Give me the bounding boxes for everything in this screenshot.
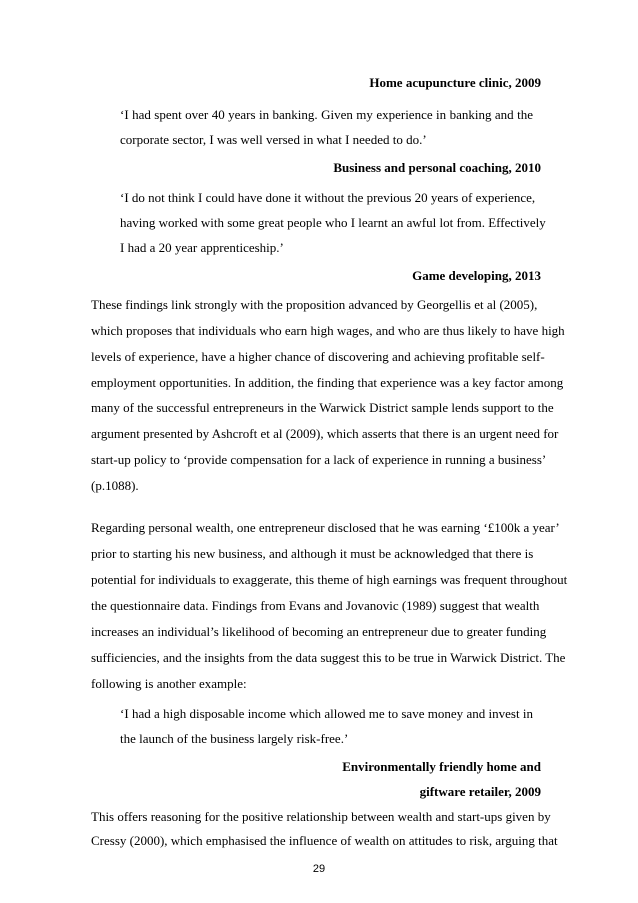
- body-line: the questionnaire data. Findings from Evans and Jovanovic (1989) suggest that wealth: [91, 598, 540, 613]
- body-line: sufficiencies, and the insights from the data suggest this to be true in Warwick District. The: [91, 650, 566, 665]
- quote-line: corporate sector, I was well versed in what I needed to do.’: [120, 132, 427, 147]
- quote-line: I had a 20 year apprenticeship.’: [120, 240, 284, 255]
- page-number: 29: [312, 863, 326, 875]
- body-line: employment opportunities. In addition, the finding that experience was a key factor among: [91, 375, 564, 390]
- quote-attribution: Game developing, 2013: [412, 268, 541, 283]
- quote-line: the launch of the business largely risk-free.’: [120, 731, 349, 746]
- quote-attribution: giftware retailer, 2009: [419, 784, 541, 799]
- body-line: Regarding personal wealth, one entrepreneur disclosed that he was earning ‘£100k a year’: [91, 520, 560, 535]
- body-line: (p.1088).: [91, 478, 139, 493]
- body-line: argument presented by Ashcroft et al (2009), which asserts that there is an urgent need for: [91, 426, 559, 441]
- body-line: prior to starting his new business, and although it must be acknowledged that there is: [91, 546, 534, 561]
- body-line: This offers reasoning for the positive relationship between wealth and start-ups given by: [91, 809, 551, 824]
- body-line: which proposes that individuals who earn high wages, and who are thus likely to have high: [91, 323, 565, 338]
- quote-attribution: Home acupuncture clinic, 2009: [369, 75, 541, 90]
- body-line: Cressy (2000), which emphasised the influence of wealth on attitudes to risk, arguing that: [91, 833, 558, 848]
- body-line: These findings link strongly with the proposition advanced by Georgellis et al (2005),: [91, 297, 538, 312]
- body-line: increases an individual’s likelihood of becoming an entrepreneur due to greater funding: [91, 624, 547, 639]
- body-line: many of the successful entrepreneurs in the Warwick District sample lends support to the: [91, 400, 554, 415]
- quote-attribution: Business and personal coaching, 2010: [333, 160, 541, 175]
- quote-line: ‘I do not think I could have done it without the previous 20 years of experience,: [120, 190, 536, 205]
- quote-line: having worked with some great people who I learnt an awful lot from. Effectively: [120, 215, 546, 230]
- body-line: following is another example:: [91, 676, 247, 691]
- body-line: start-up policy to ‘provide compensation for a lack of experience in running a business’: [91, 452, 547, 467]
- quote-attribution: Environmentally friendly home and: [342, 759, 541, 774]
- quote-line: ‘I had spent over 40 years in banking. Given my experience in banking and the: [120, 107, 533, 122]
- quote-line: ‘I had a high disposable income which allowed me to save money and invest in: [120, 706, 533, 721]
- body-line: potential for individuals to exaggerate, this theme of high earnings was frequent throughout: [91, 572, 568, 587]
- body-line: levels of experience, have a higher chance of discovering and achieving profitable self-: [91, 349, 545, 364]
